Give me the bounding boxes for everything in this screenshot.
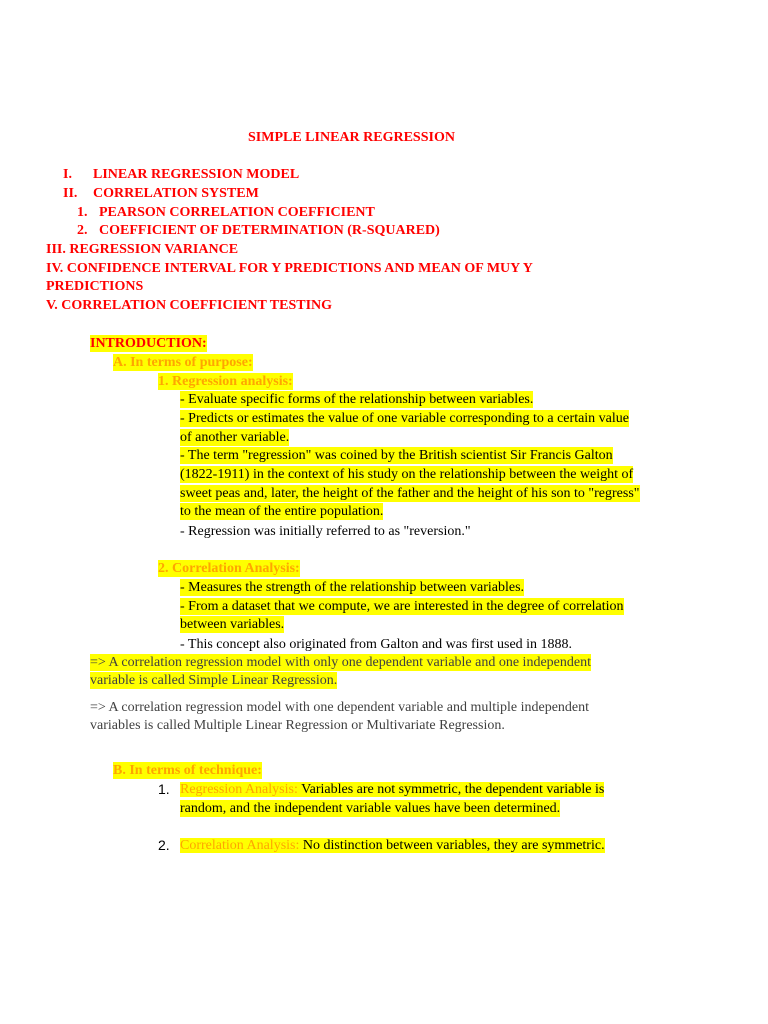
toc-item-i-number: I. — [63, 167, 72, 182]
a1-last-line: - Regression was initially referred to as "reversion." — [180, 524, 471, 539]
toc-item-ii-1 — [77, 204, 375, 221]
introduction-heading: INTRODUCTION: — [90, 336, 207, 351]
a2-line: - From a dataset that we compute, we are interested in the degree of correlation — [180, 599, 624, 614]
multiple-regression-line-1: => A correlation regression model with one dependent variable and multiple independent — [90, 700, 590, 715]
section-b-heading: B. In terms of technique: — [113, 763, 262, 778]
toc-item-ii — [63, 185, 259, 202]
a1-line: - Predicts or estimates the value of one variable corresponding to a certain value — [180, 411, 629, 426]
b2-label: Correlation Analysis: — [180, 838, 300, 853]
b1-line-2: random, and the independent variable values have been determined. — [180, 801, 561, 816]
toc-item-ii-number: II. — [63, 186, 78, 201]
a1-line: sweet peas and, later, the height of the father and the height of his son to "regress" — [180, 486, 640, 501]
a1-line: of another variable. — [180, 430, 290, 445]
a1-line: - Evaluate specific forms of the relationship between variables. — [180, 392, 534, 407]
toc-item-ii-2-number: 2. — [77, 223, 88, 238]
a2-line: - Measures the strength of the relationship between variables. — [180, 580, 525, 595]
b1-text-1: Variables are not symmetric, the dependent variable is — [297, 782, 605, 797]
b1-label: Regression Analysis: — [180, 782, 298, 797]
section-a2-heading: 2. Correlation Analysis: — [158, 561, 300, 576]
toc-item-ii-1-text: PEARSON CORRELATION COEFFICIENT — [99, 205, 375, 220]
a2-last-line: - This concept also originated from Galton and was first used in 1888. — [180, 637, 573, 652]
toc-item-ii-1-number: 1. — [77, 205, 88, 220]
toc-item-ii-2-text: COEFFICIENT OF DETERMINATION (R-SQUARED) — [99, 223, 440, 238]
toc-item-v: V. CORRELATION COEFFICIENT TESTING — [46, 298, 333, 313]
b2-line — [180, 837, 605, 854]
toc-item-iii: III. REGRESSION VARIANCE — [46, 242, 239, 257]
toc-item-i-text: LINEAR REGRESSION MODEL — [93, 167, 300, 182]
a1-line: - The term "regression" was coined by the British scientist Sir Francis Galton — [180, 448, 613, 463]
section-a-heading: A. In terms of purpose: — [113, 355, 253, 370]
b1-number: 1. — [158, 781, 170, 797]
a1-line: (1822-1911) in the context of his study on the relationship between the weight of — [180, 467, 634, 482]
multiple-regression-line-2: variables is called Multiple Linear Regression or Multivariate Regression. — [90, 718, 505, 733]
toc-item-iv-line-2: PREDICTIONS — [46, 279, 144, 294]
toc-item-ii-text: CORRELATION SYSTEM — [93, 186, 259, 201]
toc-item-iv-line-1: IV. CONFIDENCE INTERVAL FOR Y PREDICTIONS AND MEAN OF MUY Y — [46, 261, 533, 276]
simple-regression-line-2: variable is called Simple Linear Regression. — [90, 673, 338, 688]
b2-number: 2. — [158, 837, 170, 853]
a2-line: between variables. — [180, 617, 285, 632]
section-a1-heading: 1. Regression analysis: — [158, 374, 293, 389]
b2-text: No distinction between variables, they are symmetric. — [299, 838, 605, 853]
simple-regression-line-1: => A correlation regression model with only one dependent variable and one independent — [90, 655, 591, 670]
toc-item-i — [63, 166, 299, 183]
a1-line: to the mean of the entire population. — [180, 504, 384, 519]
toc-item-ii-2 — [77, 222, 440, 239]
b1-line-1 — [180, 781, 604, 798]
document-title: SIMPLE LINEAR REGRESSION — [248, 130, 455, 145]
